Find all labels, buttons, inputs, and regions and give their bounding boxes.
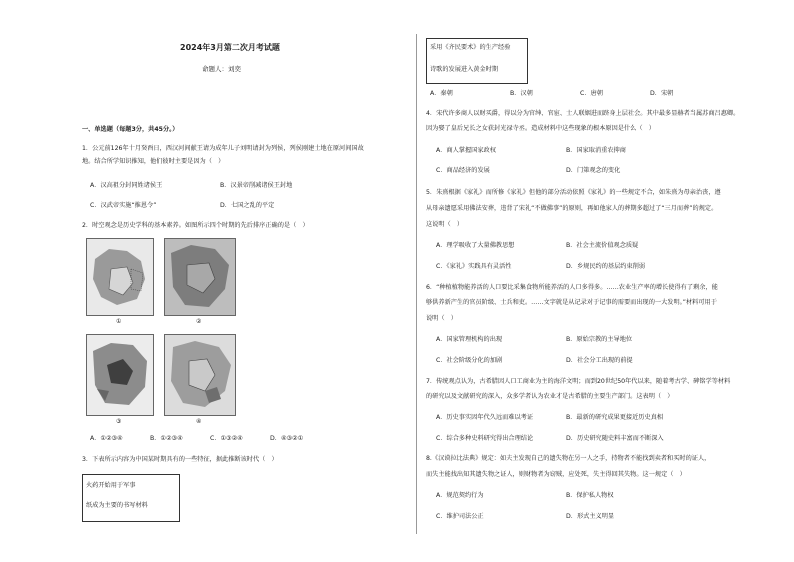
q6-stem-line2: 够供养新产生的官员阶级、士兵和吏。……文字就是从记录对于记事的需要而出现的一大发明。”材料可用于 bbox=[426, 299, 717, 306]
q3-option-a[interactable]: A．秦朝 bbox=[430, 90, 453, 97]
q7-stem-line2: 的研究以及文献研究的深入，众多学者认为农业才是古希腊的主要生产部门。这表明（ ） bbox=[426, 393, 674, 400]
q5-option-d[interactable]: D．乡规民约的基层约束削弱 bbox=[566, 263, 646, 270]
map-figure-4 bbox=[164, 334, 236, 416]
q1-stem-line2: 地。结合所学知识推知，他们彼时主要是因为（ ） bbox=[82, 158, 225, 165]
q5-stem-line1: 5．朱熹根据《家礼》而所修《家礼》但他的部分活动依照《家礼》的一些规定不合，如朱熹为母亲治丧，遵 bbox=[426, 189, 721, 196]
q8-option-a[interactable]: A．规范契约行为 bbox=[436, 492, 484, 499]
q5-option-c[interactable]: C．《家礼》实践具有灵活性 bbox=[436, 263, 512, 270]
q2-option-b[interactable]: B．①②③④ bbox=[150, 435, 183, 442]
section-heading: 一、单选题（每题3分，共45分。） bbox=[82, 126, 179, 133]
q3-option-c[interactable]: C．唐朝 bbox=[580, 90, 603, 97]
q7-stem-line1: 7．传统观点认为，古希腊因人口工商业为主的海洋文明；而到20世纪50年代以来，随着考古学、碑铭学等材料 bbox=[426, 378, 731, 385]
q1-option-c[interactable]: C．汉武帝实施“推恩令” bbox=[90, 202, 157, 209]
map-label-4: ④ bbox=[196, 418, 202, 425]
q3-feature-4: 诗歌的发展进入黄金时期 bbox=[430, 66, 499, 73]
map-figure-3 bbox=[86, 334, 154, 416]
map-figure-2 bbox=[164, 238, 236, 316]
map-label-1: ① bbox=[116, 318, 122, 325]
page-title: 2024年3月第二次月考试题 bbox=[180, 43, 280, 52]
q2-option-d[interactable]: D．④③②① bbox=[270, 435, 304, 442]
q2-stem: 2．时空观念是历史学科的基本素养。如图所示四个时期的先后排序正确的是（ ） bbox=[82, 222, 309, 229]
q2-option-c[interactable]: C．①③②④ bbox=[210, 435, 243, 442]
q4-option-b[interactable]: B．国家取消重农抑商 bbox=[566, 147, 626, 154]
q1-option-d[interactable]: D．七国之乱的平定 bbox=[220, 202, 275, 209]
q5-stem-line2: 从母亲遗愿采用佛法安葬，违背了宋礼“不做佛事”的原则，再如他家人的葬期多超过了“三月而葬”的规定。 bbox=[426, 205, 718, 212]
column-divider bbox=[416, 34, 417, 534]
q3-feature-1: 火药开始用于军事 bbox=[86, 482, 136, 489]
q8-stem-line2: 而失主能找出知其遗失物之证人，则财物者为窃贼，应处死，失主得回其失物。这一规定（ ） bbox=[426, 471, 686, 478]
q6-option-b[interactable]: B．原始宗教的主导地位 bbox=[566, 336, 633, 343]
q7-option-d[interactable]: D．历史研究随史料丰富而不断深入 bbox=[566, 435, 664, 442]
map-label-3: ③ bbox=[116, 418, 122, 425]
author-line: 命题人：刘奕 bbox=[202, 65, 241, 73]
q7-option-b[interactable]: B．最新的研究成果更接近历史真相 bbox=[566, 414, 664, 421]
q6-option-c[interactable]: C．社会阶级分化的加剧 bbox=[436, 357, 503, 364]
q3-feature-3: 采用《齐民要术》的生产经验 bbox=[430, 44, 511, 51]
map-figure-1 bbox=[86, 238, 154, 316]
q6-stem-line3: 说明（ ） bbox=[426, 315, 457, 322]
q4-stem-line2: 因为娶了皇后兄长之女获封光禄寺丞。造成材料中这些现象的根本原因是什么（ ） bbox=[426, 125, 655, 132]
q1-stem-line1: 1．公元前126年十月癸酉日，西汉河间献王请为成年儿子刘明请封为列侯，列侯刚建土地在原河间国故 bbox=[82, 145, 364, 152]
q3-feature-2: 纸成为主要的书写材料 bbox=[86, 502, 148, 509]
q7-option-c[interactable]: C．综合多种史料研究得出合理结论 bbox=[436, 435, 534, 442]
q8-stem-line1: 8.《汉谟拉比法典》规定：如夫主发现自己的遗失物在另一人之手，持物者不能找到卖者和买时的证人， bbox=[426, 455, 711, 462]
q3-option-b[interactable]: B．汉朝 bbox=[510, 90, 533, 97]
q4-stem-line1: 4．宋代许多商人以财买爵，得以分为官绅、官宦、士人联姻进而跻身上层社会。其中最多显赫者当属苏商吕惠卿。 bbox=[426, 110, 740, 117]
q5-option-a[interactable]: A．理学吸收了大量佛教思想 bbox=[436, 242, 515, 249]
q1-option-b[interactable]: B．汉景帝削减诸侯王封地 bbox=[220, 182, 293, 189]
map-label-2: ② bbox=[196, 318, 202, 325]
q2-option-a[interactable]: A．①②③④ bbox=[90, 435, 123, 442]
q1-option-a[interactable]: A．汉高祖分封同姓诸侯王 bbox=[90, 182, 163, 189]
q8-option-d[interactable]: D．形式主义明显 bbox=[566, 513, 615, 520]
q4-option-d[interactable]: D．门第观念的变化 bbox=[566, 167, 621, 174]
q8-option-c[interactable]: C．维护司法公正 bbox=[436, 513, 484, 520]
q8-option-b[interactable]: B．保护私人物权 bbox=[566, 492, 614, 499]
q4-option-a[interactable]: A．商人掌握国家政权 bbox=[436, 147, 496, 154]
q3-option-d[interactable]: D．宋朝 bbox=[650, 90, 674, 97]
q6-option-d[interactable]: D．社会分工出现的前提 bbox=[566, 357, 633, 364]
q6-stem-line1: 6．“种植植物能养活的人口要比采集食物所能养活的人口多得多。……农业生产率的增长使得有了剩余，能 bbox=[426, 284, 718, 291]
q6-option-a[interactable]: A．国家管理机构的出现 bbox=[436, 336, 503, 343]
q4-option-c[interactable]: C．商品经济的发展 bbox=[436, 167, 490, 174]
q7-option-a[interactable]: A．历史事实因年代久远而难以考证 bbox=[436, 414, 534, 421]
q5-option-b[interactable]: B．社会主流价值观念质疑 bbox=[566, 242, 639, 249]
q3-stem: 3．下表所示内容为中国某时期具有的一些特征，据此推断该时代（ ） bbox=[82, 456, 278, 463]
q5-stem-line3: 这说明（ ） bbox=[426, 221, 464, 228]
